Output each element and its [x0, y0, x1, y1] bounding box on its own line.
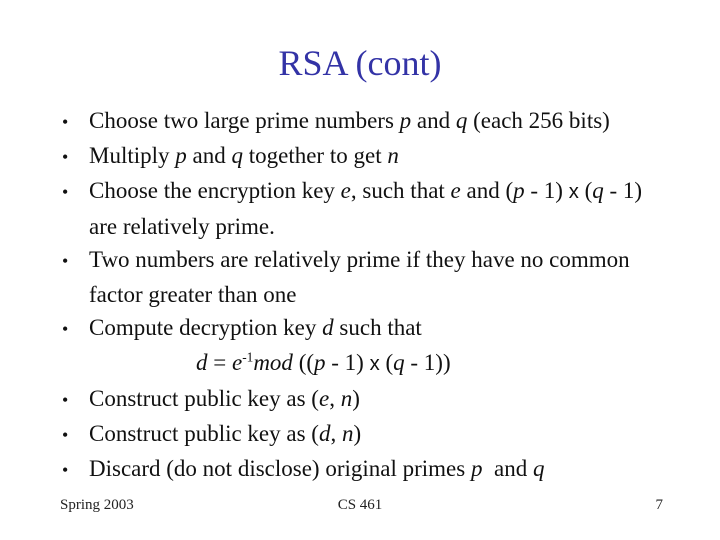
formula-line: [62, 346, 690, 381]
bullet-continuation-line: [62, 278, 690, 311]
bullet-marker: •: [62, 424, 69, 445]
slide-title: RSA (cont): [278, 43, 442, 83]
footer-course: CS 461: [337, 497, 383, 513]
bullet-marker: •: [62, 319, 69, 340]
bullet-text: Construct public key as (e, n): [89, 385, 360, 411]
bullet-text: Discard (do not disclose) original primes p and q: [89, 456, 545, 482]
footer-date: Spring 2003: [60, 497, 134, 513]
bullet-text: Compute decryption key d such that: [89, 315, 422, 341]
bullet-text: Choose two large prime numbers p and q (each 256 bits): [89, 108, 610, 133]
bullet-item: [62, 139, 690, 174]
bullet-text: Choose the encryption key e, such that e and (p - 1) x (q - 1): [89, 178, 643, 204]
bullet-text: Construct public key as (d, n): [89, 420, 362, 446]
bullet-marker: •: [62, 147, 69, 168]
bullet-text: $d = e^{-1}mod$ ((p - 1) x (q - 1)): [196, 349, 451, 376]
bullet-item: [62, 417, 690, 452]
bullet-list: [62, 104, 690, 487]
bullet-item: [62, 243, 690, 278]
bullet-text: Multiply p and q together to get n: [89, 143, 399, 169]
bullet-item: [62, 452, 690, 487]
bullet-marker: •: [62, 460, 69, 481]
bullet-marker: •: [62, 389, 69, 410]
bullet-item: [62, 104, 690, 139]
bullet-marker: •: [62, 250, 69, 271]
bullet-continuation-line: [62, 210, 690, 243]
bullet-item: [62, 311, 690, 346]
bullet-text: Two numbers are relatively prime if they have no common: [89, 246, 630, 272]
bullet-item: [62, 174, 690, 209]
bullet-text: are relatively prime.: [89, 213, 275, 239]
footer-page-number: 7: [655, 497, 663, 513]
bullet-text: factor greater than one: [89, 282, 297, 308]
bullet-marker: •: [62, 112, 69, 132]
bullet-marker: •: [62, 182, 69, 203]
bullet-item: [62, 382, 690, 417]
